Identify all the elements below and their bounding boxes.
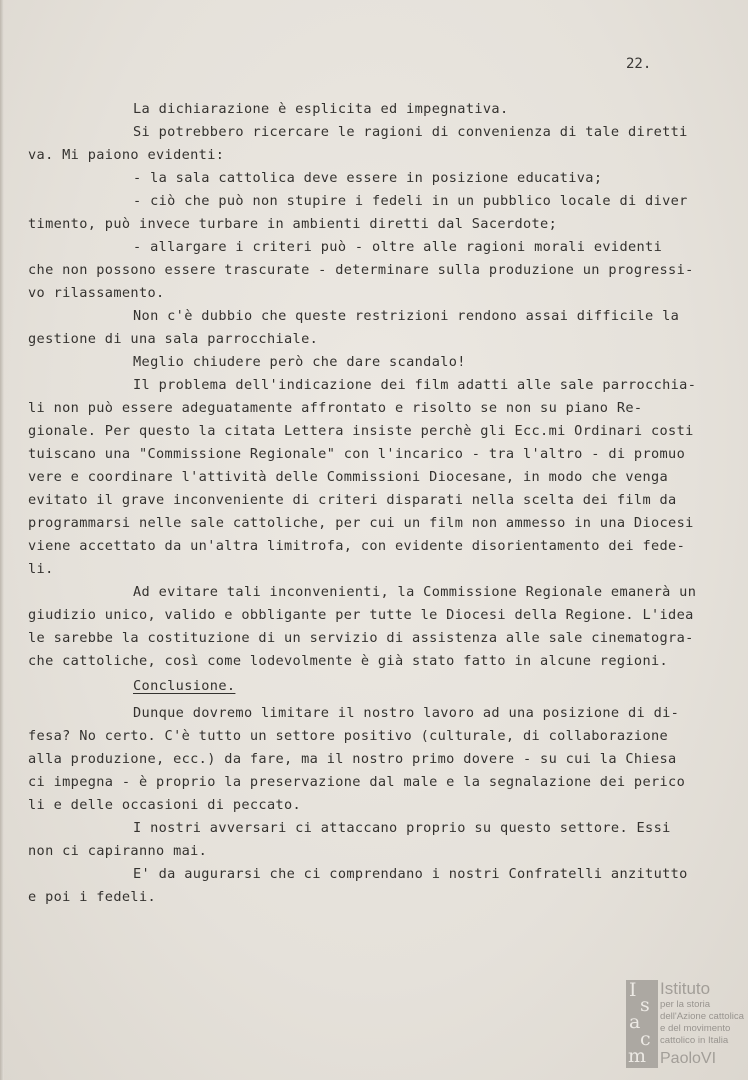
logo-footer: PaoloVI (660, 1050, 717, 1067)
page-number: 22. (626, 56, 652, 72)
logo-letter: m (628, 1045, 647, 1067)
text-line: Si potrebbero ricercare le ragioni di convenienza di tale diretti (133, 124, 688, 140)
text-line: alla produzione, ecc.) da fare, ma il nostro primo dovere - su cui la Chiesa (28, 751, 677, 767)
logo-subtitle-line: dell'Azione cattolica (660, 1011, 744, 1022)
text-line: e poi i fedeli. (28, 889, 157, 905)
text-line: viene accettato da un'altra limitrofa, con evidente disorientamento dei fede- (28, 538, 686, 554)
text-line: Il problema dell'indicazione dei film adatti alle sale parrocchia- (133, 377, 697, 393)
text-line: va. Mi paiono evidenti: (28, 147, 225, 163)
text-line: E' da augurarsi che ci comprendano i nostri Confratelli anzitutto (133, 866, 688, 882)
text-line: ci impegna - è proprio la preservazione dal male e la segnalazione dei perico (28, 774, 686, 790)
text-line: La dichiarazione è esplicita ed impegnativa. (133, 101, 509, 117)
text-line: gionale. Per questo la citata Lettera insiste perchè gli Ecc.mi Ordinari costi (28, 423, 694, 439)
text-line: - allargare i criteri può - oltre alle ragioni morali evidenti (133, 239, 663, 255)
text-line: Non c'è dubbio che queste restrizioni rendono assai difficile la (133, 308, 680, 324)
text-line: vere e coordinare l'attività delle Commissioni Diocesane, in modo che venga (28, 469, 669, 485)
logo-letter: a (629, 1011, 641, 1033)
text-line: fesa? No certo. C'è tutto un settore positivo (culturale, di collaborazione (28, 728, 669, 744)
text-line: I nostri avversari ci attaccano proprio su questo settore. Essi (133, 820, 671, 836)
text-line: Dunque dovremo limitare il nostro lavoro ad una posizione di di- (133, 705, 680, 721)
text-line: che non possono essere trascurate - determinare sulla produzione un progressi- (28, 262, 694, 278)
text-line: - la sala cattolica deve essere in posizione educativa; (133, 170, 603, 186)
section-heading: Conclusione. (133, 678, 236, 694)
text-line: le sarebbe la costituzione di un servizio di assistenza alle sale cinematogra- (28, 630, 694, 646)
logo-subtitle-line: e del movimento (660, 1023, 731, 1034)
logo-title: Istituto (660, 979, 711, 998)
page-edge-shadow (0, 0, 4, 1080)
text-line: non ci capiranno mai. (28, 843, 208, 859)
text-line: vo rilassamento. (28, 285, 165, 301)
logo-subtitle-line: cattolico in Italia (660, 1035, 729, 1046)
logo-letter: s (640, 994, 650, 1016)
institute-logo (626, 980, 744, 1068)
text-line: programmarsi nelle sale cattoliche, per cui un film non ammesso in una Diocesi (28, 515, 694, 531)
text-line: Meglio chiudere però che dare scandalo! (133, 354, 466, 370)
logo-letter-block (626, 980, 658, 1068)
logo-letter: I (629, 979, 637, 1001)
text-line: - ciò che può non stupire i fedeli in un pubblico locale di diver (133, 193, 688, 209)
text-line: li. (28, 561, 54, 577)
logo-subtitle-line: per la storia (660, 999, 711, 1010)
text-line: che cattoliche, così come lodevolmente è già stato fatto in alcune regioni. (28, 653, 669, 669)
logo-letter: c (640, 1028, 651, 1050)
text-line: tuiscano una "Commissione Regionale" con l'incarico - tra l'altro - di promuo (28, 446, 686, 462)
text-line: giudizio unico, valido e obbligante per tutte le Diocesi della Regione. L'idea (28, 607, 694, 623)
text-line: evitato il grave inconveniente di criteri disparati nella scelta dei film da (28, 492, 677, 508)
text-line: timento, può invece turbare in ambienti diretti dal Sacerdote; (28, 216, 558, 232)
text-line: li e delle occasioni di peccato. (28, 797, 302, 813)
text-line: li non può essere adeguatamente affrontato e risolto se non su piano Re- (28, 400, 643, 416)
text-line: Ad evitare tali inconvenienti, la Commissione Regionale emanerà un (133, 584, 697, 600)
text-line: gestione di una sala parrocchiale. (28, 331, 319, 347)
